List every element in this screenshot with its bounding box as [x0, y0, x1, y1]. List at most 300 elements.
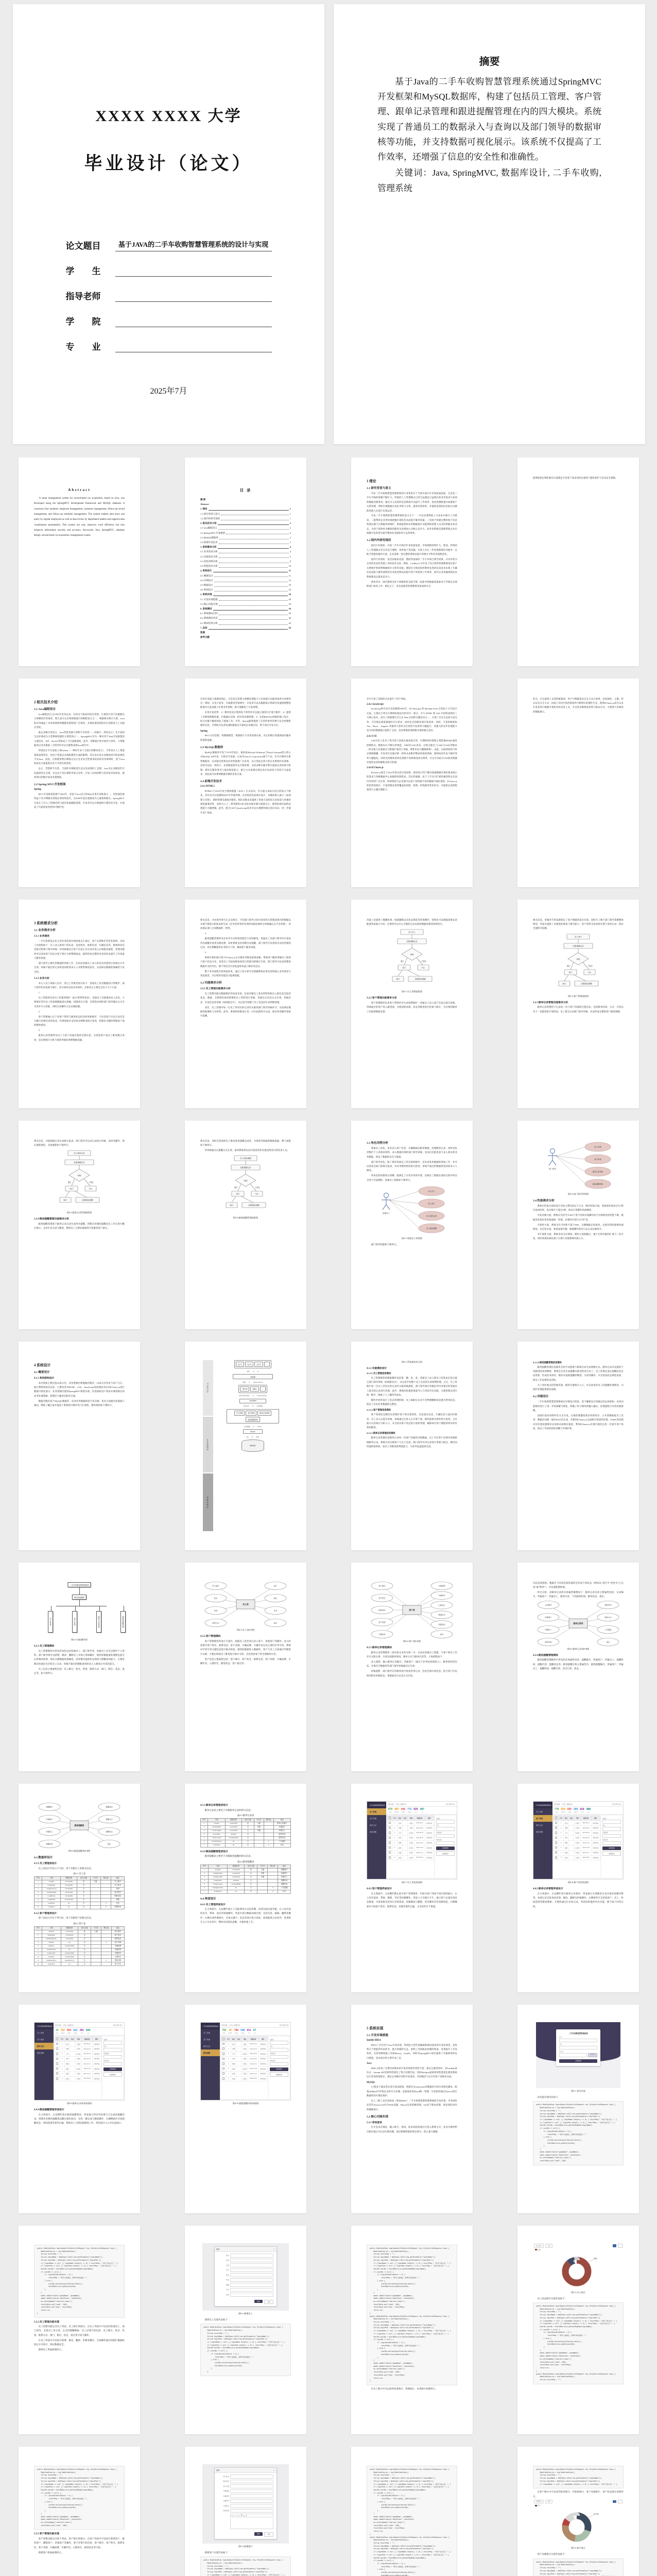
- table-header-row: [34, 1926, 125, 1930]
- paragraph: 模块中同样设计了状态管理机制，员工离职后记录不会物理删除而是置为停用状态，保证了历史业务数据的完整性。: [367, 1398, 457, 1406]
- admin-table-header: 序号: [392, 1816, 397, 1821]
- page-thumbnail-42[interactable]: [517, 2447, 639, 2576]
- page-thumbnail-10[interactable]: [517, 679, 639, 887]
- figure-caption: 图4-1 系统架构设计图: [401, 1361, 423, 1363]
- admin-table-row: [388, 1836, 434, 1841]
- page-thumbnail-39[interactable]: [19, 2447, 140, 2576]
- code-line: model.addAttribute("kehuState", kehuState);: [370, 2365, 415, 2367]
- code-line: } else {: [370, 2347, 385, 2350]
- table-cell: varchar(50): [226, 1829, 242, 1833]
- admin-table-cell: [388, 1831, 392, 1836]
- code-line: UserDb userDb = UserDbService.getUserByName(loginName);: [370, 2268, 426, 2270]
- checkbox-icon: [555, 1841, 558, 1844]
- callout-label: 转介绍: [594, 2513, 599, 2516]
- subsection-heading: 4.1.2 功能模块设计: [367, 1367, 387, 1370]
- table-cell: [101, 1948, 111, 1952]
- admin-stats-row: [552, 1807, 623, 1815]
- page-thumbnail-41[interactable]: [351, 2447, 473, 2576]
- table-cell: [101, 1955, 111, 1959]
- stat-card: [407, 1808, 411, 1813]
- toc-entry: [200, 526, 291, 530]
- code-line: }: [370, 2510, 378, 2512]
- dialog-field-label: 预估价格: [223, 2510, 229, 2512]
- module-box: 跟进提醒管理: [246, 1417, 260, 1422]
- table-cell: int: [61, 1905, 77, 1909]
- toc-page: 8: [289, 560, 291, 563]
- module-box: 员工管理: [234, 1411, 245, 1416]
- page-thumbnail-25[interactable]: [351, 1563, 473, 1771]
- table-cell: 7: [201, 1890, 209, 1893]
- table-cell: TixingState: [208, 1890, 227, 1893]
- page-content: [185, 1784, 306, 1936]
- section-heading: 2.4 前端开发技术: [200, 780, 222, 784]
- toc-leader: [209, 629, 288, 630]
- toc-page: 3: [289, 540, 291, 544]
- admin-table-cell: [388, 1836, 392, 1841]
- captcha-input: [559, 2053, 587, 2057]
- code-line: model.addAttribute("gongName", gongName);: [370, 2362, 413, 2365]
- checkbox-icon: [555, 1856, 558, 1859]
- code-line: String loginName = WebTypes.toStr(req.getParameter("loginName"));: [536, 2112, 602, 2115]
- admin-table-cell: 已通过: [408, 1840, 414, 1845]
- table-row: [34, 1887, 125, 1891]
- sidebar-item-2: 跟单记录: [203, 2045, 211, 2047]
- code-block: [533, 2558, 624, 2576]
- paragraph: 应用开发能力逐渐成熟后，尤其是在需要大规模处理能力与页面展示功能的场景中表现突出。例如，在电子商务、在线教育等领域中，开发者可以从模板或示例项目快速搭建整套框架并在此基础上扩展业务逻辑，极大地缩短了开发周期。: [200, 697, 291, 709]
- table-header-cell: 备注: [278, 1865, 291, 1868]
- toc-page: 23: [288, 588, 291, 591]
- page-thumbnail-16[interactable]: [185, 1121, 306, 1329]
- admin-table-cell: [221, 2066, 226, 2072]
- table-header-cell: 备注: [273, 1818, 290, 1822]
- page-content: [185, 457, 306, 650]
- usecase-label: 录入客户: [428, 1202, 435, 1205]
- cover-form: [66, 236, 272, 352]
- checkbox-icon: [56, 2058, 59, 2060]
- stat-card: [73, 2029, 77, 2034]
- filter-input: [270, 2055, 288, 2059]
- page-thumbnail-19[interactable]: [19, 1342, 140, 1550]
- toc-label: 2. 相关技术介绍: [200, 522, 217, 525]
- table-cell: [101, 1930, 111, 1934]
- table-row: [34, 1944, 125, 1948]
- admin-filter-panel: [435, 1816, 456, 1878]
- admin-table-cell: 详情 修改: [591, 1845, 600, 1851]
- architecture-layer: UI表示层: [203, 1360, 213, 1416]
- page-thumbnail-30[interactable]: [517, 1784, 639, 1992]
- stat-card: [86, 2029, 90, 2034]
- paragraph: 客户管理模块负责客户资料的全生命周期维护：普通员工录入客户信息后提交审核，审核通过的客户进入跟进池，并能按照来源、状态等维度进行检索与统计，为后续的跟单工作提供数据支撑。: [367, 1001, 457, 1013]
- code-line: return mv;: [370, 2377, 384, 2379]
- stat-card: [586, 1808, 591, 1813]
- updown-arrow-icon: ⇅: [252, 1395, 254, 1397]
- flow-node-label: 设置跟进提醒: [414, 978, 426, 980]
- table-cell: [254, 1836, 264, 1840]
- section-heading: 2 相关技术介绍: [34, 701, 58, 704]
- admin-table-cell: 2023-05-18: [414, 1825, 425, 1831]
- page-thumbnail-11[interactable]: [19, 900, 140, 1108]
- table-cell: 是: [245, 1868, 257, 1872]
- checkbox-icon: [56, 2053, 59, 2055]
- admin-table-header: 审核: [408, 1816, 414, 1821]
- table-cell: 2: [201, 1872, 209, 1875]
- cover-page[interactable]: [13, 4, 324, 444]
- page-thumbnail-6[interactable]: [517, 457, 639, 666]
- table-row: [201, 1829, 291, 1833]
- figure-caption: 图3-6 部门领导用例图: [567, 1193, 589, 1195]
- er-attribute-label: 备注: [273, 1622, 278, 1624]
- code-line: ModelAndView mv = new ModelAndView();: [536, 2564, 576, 2566]
- stat-card: [561, 1808, 565, 1813]
- breadcrumb: 您的位置：工作台 / 数据列表: [55, 2024, 74, 2026]
- table-row: [201, 1886, 291, 1890]
- table-cell: [254, 1843, 264, 1847]
- chart-filter-select: 全部: [545, 2244, 552, 2248]
- admin-table-cell: 孙丽: [231, 2076, 236, 2081]
- table-cell: 4: [201, 1833, 208, 1836]
- paragraph: 特别是在平台发展上看Python（一种近年来十分流行的脚本语言），尽管其在人工智能领域表现突出，但由于性能以及线程模型方面的限制，其在高并发企业级场景中的表现仍不及Java。因此，在构建需要长期稳定运行且对安全性要求较高的业务系统时，基于Java的技术方案依然具有不可替代的优势。: [34, 749, 125, 765]
- abstract-page[interactable]: [334, 4, 645, 444]
- code-line: String loginPwd = WebTypes.toStr(req.getParameter("loginPwd"));: [37, 2259, 101, 2261]
- code-line: } else {: [37, 2500, 53, 2503]
- toc-label: 3.3 角色用例分析: [200, 560, 218, 563]
- page-thumbnail-32[interactable]: [185, 2005, 306, 2213]
- code-line: }: [37, 2289, 46, 2291]
- dialog-field-row: [218, 2263, 273, 2267]
- admin-table-row: [55, 2076, 101, 2081]
- page-thumbnail-12[interactable]: [185, 900, 306, 1108]
- toc-entry: [200, 573, 291, 578]
- chart-legend: [535, 2249, 623, 2251]
- admin-table-header: 创建时间: [82, 2037, 92, 2042]
- page-thumbnail-40[interactable]: [185, 2447, 306, 2576]
- toc-page: 10: [288, 565, 291, 568]
- admin-screenshot: [367, 1801, 457, 1879]
- page-thumbnail-21[interactable]: [351, 1342, 473, 1550]
- table-cell: 1: [201, 1868, 209, 1872]
- page-thumbnail-4[interactable]: [185, 457, 306, 666]
- arch-arrows: [244, 1423, 262, 1429]
- table-cell: 0: [101, 1902, 111, 1905]
- checkbox-icon: [389, 1822, 391, 1824]
- paragraph: 相关信息，同时支持按照员工维度查看提醒完成率，为绩效考核提供数据依据，整个流程如下图所示。: [200, 1139, 291, 1146]
- toc-page: 4: [289, 546, 291, 549]
- toc-leader: [209, 510, 289, 511]
- code-line: resultData.put("msg", resultMsg);: [370, 2306, 405, 2309]
- paragraph: 前端页面采用组件化方式开发，后端控制器按照业务域划分，公共逻辑抽取为工具类，数据访问统一通过DAO层完成，并使用ECharts.js完成统计图表的渲染，TiWeb等高频访问位置设置缓存以加快页面响应速度，利用ECharts.js实现可视化以进一步提升用户体验，保证了代码结构的清晰与可维护性。: [533, 1414, 624, 1430]
- flow-node-label: 不通过: [89, 1181, 94, 1184]
- page-thumbnail-5[interactable]: [351, 457, 473, 666]
- dialog-field-label: 备注: [226, 2293, 229, 2296]
- stat-label: 待审核: [60, 2032, 65, 2034]
- table-cell: int: [228, 1890, 245, 1893]
- code-line: }: [536, 2349, 541, 2351]
- admin-filter-panel: [269, 2037, 289, 2099]
- dialog-field-input: [230, 2253, 273, 2258]
- page-thumbnail-13[interactable]: [351, 900, 473, 1108]
- admin-table-cell: -: [403, 1850, 408, 1855]
- paragraph: IDEA广泛应用于Java开发环境，特别是大型代码编辑和调试场景的开发环境里，其优势在于智能的代码补全、强大的插件生态、重构工具和版本控制的集成，显著提升了开发效率；支持各种构建工具如Maven、Gradle，同时为SpringMVC项目提供了开箱即用的运行配置，是本项目的主要开发工具。: [367, 2043, 457, 2059]
- dialog-screenshot: [202, 2243, 289, 2311]
- admin-table-cell: -: [236, 2046, 241, 2052]
- stat-card: [394, 1808, 399, 1813]
- admin-table-cell: 已通过: [408, 1855, 414, 1860]
- toc-leader: [219, 605, 288, 606]
- code-line: }: [37, 2510, 46, 2512]
- admin-sidebar: [367, 1802, 386, 1879]
- admin-table-cell: 4: [392, 1836, 397, 1841]
- admin-table-cell: 详情 修改: [425, 1821, 434, 1826]
- toc-leader: [218, 524, 289, 525]
- login-field-label: 账号: [559, 2037, 562, 2038]
- page-content: [19, 900, 140, 1054]
- admin-table-cell: 2023-06-15: [248, 2057, 258, 2062]
- actor-icon: [549, 1160, 552, 1165]
- toc-leader: [219, 600, 288, 601]
- table-cell: [264, 1829, 273, 1833]
- admin-table-cell: 陈静: [231, 2061, 236, 2066]
- admin-table-cell: 详情 修改: [258, 2066, 267, 2072]
- table-cell: 主键: [91, 1930, 101, 1934]
- paragraph: 跟进提醒管理模块中涉及的实体属性包括：提醒编号、所属客户、所属员工、提醒时间、提醒内容、提醒状态等。跟进提醒实体主要属性为：跟进提醒编号、所属客户、所属员工、提醒时间、提醒内容、是否已读、状态。: [533, 1658, 624, 1670]
- admin-table-cell: -: [569, 1845, 574, 1851]
- table-cell: TixingKehuId: [208, 1872, 227, 1875]
- page-thumbnail-15[interactable]: [19, 1121, 140, 1329]
- admin-table-cell: [221, 2042, 226, 2047]
- page-thumbnail-20[interactable]: [185, 1342, 306, 1550]
- code-line: String resultMsg = "";: [536, 2311, 561, 2313]
- page-thumbnail-26[interactable]: [517, 1563, 639, 1771]
- admin-table-header: [55, 2037, 60, 2042]
- dialog-header: [215, 2247, 276, 2252]
- arch-arrows: [247, 1434, 260, 1439]
- admin-table-cell: [221, 2046, 226, 2052]
- admin-body: [54, 2036, 124, 2100]
- dialog-field-row: [218, 2475, 273, 2479]
- admin-table-cell: 2023-07-09: [581, 1845, 591, 1851]
- page-thumbnail-28[interactable]: [185, 1784, 306, 1992]
- page-thumbnail-7[interactable]: [19, 679, 140, 887]
- flow-node-label: 设置提醒记录: [240, 1166, 251, 1169]
- actor-icon: [383, 1205, 386, 1210]
- sidebar-item-1: 客户管理: [370, 1818, 377, 1820]
- code-line: if (loginPwd == null || loginPwd.length() == 0) { resultMsg = "密码不能为空！"; }: [536, 2121, 615, 2124]
- page-thumbnail-9[interactable]: [351, 679, 473, 887]
- admin-table-cell: -: [236, 2052, 241, 2057]
- admin-table-cell: 详情 修改: [258, 2057, 267, 2062]
- table-cell: 员工姓名: [111, 1884, 125, 1887]
- table-cell: 7: [34, 1902, 42, 1905]
- checkbox-icon: [555, 1822, 558, 1824]
- code-line: UserDb userDb = UserDbService.getUserByName(loginName);: [536, 2326, 593, 2328]
- table-cell: KehuName: [42, 1934, 61, 1937]
- table-header-cell: 数据类型: [226, 1818, 242, 1822]
- admin-table-cell: 5: [60, 2061, 65, 2066]
- page-content: [19, 1342, 140, 1419]
- page-thumbnail-18[interactable]: [517, 1121, 639, 1329]
- code-line: resultMsg = "账号已被锁定，请30分钟后重试！";: [37, 2498, 88, 2500]
- stat-value: 512: [73, 2029, 78, 2032]
- code-line: ModelAndView mv = new ModelAndView();: [536, 2308, 576, 2310]
- data-table: [34, 1926, 125, 1967]
- admin-screenshot: [200, 2022, 291, 2100]
- sidebar-item-1: 客户管理: [203, 2039, 211, 2041]
- admin-table-cell: 待审核: [574, 1845, 581, 1851]
- toc-page: 28: [288, 593, 291, 596]
- subsection-heading: 4.3.2 客户管理表设计: [34, 1912, 57, 1915]
- flow-node-label: 审核: [576, 958, 580, 960]
- page-thumbnail-3[interactable]: [19, 457, 140, 666]
- arrow-label: HTML/JS/CSS: [253, 1381, 263, 1383]
- page-thumbnail-38[interactable]: [517, 2226, 639, 2434]
- admin-table-cell: -: [236, 2071, 241, 2076]
- subsection-heading: 4.3.3 跟单记录管理表设计: [200, 1804, 228, 1807]
- donut-figure: [534, 2252, 623, 2290]
- stat-label: 未通过: [73, 2032, 78, 2034]
- page-thumbnail-22[interactable]: [517, 1342, 639, 1550]
- flow-node-label: 不通过: [587, 964, 593, 967]
- sidebar-item-0: 员工管理: [203, 2032, 211, 2034]
- table-cell: 密码: [111, 1887, 125, 1891]
- architecture-stack: [217, 1360, 288, 1452]
- sidebar-item-3: 跟进提醒: [201, 2049, 220, 2056]
- table-cell: GongEmail: [42, 1898, 61, 1902]
- page-thumbnail-24[interactable]: [185, 1563, 306, 1771]
- stat-label: 总数: [389, 1811, 392, 1813]
- usecase-figure: [367, 1184, 457, 1235]
- code-line: String resultMsg = "";: [536, 2378, 561, 2381]
- paragraph: 客户表设计共有下列字段，用于存储客户的相关信息。: [38, 1917, 94, 1920]
- code-line: if (loginDisabledCount > 3) {: [203, 2352, 239, 2355]
- page-thumbnail-31[interactable]: [19, 2005, 140, 2213]
- user-box: 用户2: [245, 1362, 253, 1367]
- table-cell: 0: [268, 1886, 278, 1890]
- er-attribute-label: 性别: [214, 1609, 218, 1612]
- checkbox-icon: [222, 2058, 225, 2060]
- subsection-heading: 3.1.1 业务描述: [34, 935, 49, 938]
- donut-figure: [534, 2508, 623, 2545]
- cover-field-row: [66, 312, 272, 327]
- code-line: public ModelAndView loginSubmit(HttpServletRequest req, HttpServletResponse resp) {: [536, 2104, 616, 2106]
- server-box: Tomcat: [240, 1386, 249, 1391]
- page-thumbnail-36[interactable]: [185, 2226, 306, 2434]
- admin-table-header: 审核: [75, 2037, 82, 2042]
- page-thumbnail-35[interactable]: [19, 2226, 140, 2434]
- table-cell: 0: [268, 1890, 278, 1893]
- chart-search-button: [613, 2500, 616, 2503]
- filter-label: 开始时间: [436, 1832, 442, 1834]
- paragraph: 员工管理模块中涉及的角色包括普通员工、部门领导等。普通员工仅可以维护个人资料，部门领导则可以新增、修改、删除员工并执行审核操作，模块的数据流转遵循先提交后审核的原则，保证关键数据的准确性。同时模块提供状态筛选与模糊查询能力，方便管理员快速定位目标员工记录，审核不通过的数据退回原录入人修改后可再次提交。: [34, 1649, 125, 1665]
- dialog-field-input: [230, 2288, 273, 2292]
- paragraph: 在主界面中，左边侧栏展示了功能菜单并支持折叠，顶部为面包屑导航，右上角有返回首页、帮助、退出等快捷操作。列表中部为数据表格区域，支持多选、编辑、删除等操作，右侧为条件搜索区，可按关键字、状态等进行组合查询，底部提供分页控件，各类统计入口分布其中，整体布局简洁清晰，方便快速上手。: [200, 1908, 291, 1924]
- code-line: if (userDb != null) {: [370, 2270, 394, 2273]
- code-line: if (loginName == null || loginName.length() == 0) { resultMsg = "账号不能为空！"; }: [370, 2262, 451, 2264]
- table-cell: 否: [77, 1891, 91, 1894]
- table-cell: 创建时间: [111, 1905, 125, 1909]
- table-cell: 状态: [278, 1890, 291, 1893]
- code-line: resultData.put("code", 200);: [536, 2361, 567, 2363]
- figure-caption: 图4-8 客户列表界面图: [567, 1881, 589, 1884]
- admin-table-cell: 陈静: [65, 2061, 70, 2066]
- er-attribute-label: 客户姓名: [378, 1597, 386, 1599]
- usecase-connector: [390, 1200, 419, 1216]
- toc-entry: [200, 540, 291, 545]
- table-header-cell: 数据类型: [61, 1926, 78, 1930]
- er-attribute-label: 员工编号: [212, 1585, 219, 1587]
- admin-table-cell: 已通过: [408, 1825, 414, 1831]
- mysql-cylinder: MySQL: [241, 1439, 264, 1452]
- page-thumbnail-37[interactable]: [351, 2226, 473, 2434]
- table-cell: [90, 1884, 100, 1887]
- admin-table-cell: 陈静: [564, 1840, 569, 1845]
- page-thumbnail-14[interactable]: [517, 900, 639, 1108]
- page-thumbnail-17[interactable]: [351, 1121, 473, 1329]
- breadcrumb: 您的位置：工作台 / 数据列表: [221, 2024, 240, 2026]
- admin-filter-panel: [601, 1816, 622, 1878]
- table-cell: 客户状态: [111, 1962, 124, 1966]
- code-line: if (loginPwd == null || loginPwd.length() == 0) { resultMsg = "密码不能为空！"; }: [536, 2323, 615, 2325]
- table-cell: 否: [245, 1883, 257, 1886]
- page-thumbnail-34[interactable]: [517, 2005, 639, 2213]
- subsection-heading: 4.2.2 客户管理模块: [200, 1635, 221, 1638]
- admin-table-header: 姓名: [65, 2037, 70, 2042]
- filter-label: 关键字: [602, 1818, 607, 1820]
- admin-table-cell: -: [569, 1836, 574, 1841]
- admin-table-header-row: [55, 2037, 101, 2042]
- er-attribute-label: 下次跟进: [604, 1628, 612, 1631]
- table-cell: TrackTime: [208, 1833, 226, 1836]
- page-thumbnail-27[interactable]: [19, 1784, 140, 1992]
- code-line: String loginPwd = WebTypes.toStr(req.getParameter("loginPwd"));: [370, 2480, 434, 2482]
- page-thumbnail-33[interactable]: [351, 2005, 473, 2213]
- paragraph: 相关信息，审核环节的设置保证了客户数据的真实有效。同时为了便于部门领导掌握整体情况，列表页提供了多维度的筛选与排序能力，客户资料支持查看详情与变更记录，保证全流程可追溯。: [533, 918, 624, 930]
- table-cell: 6: [34, 1948, 42, 1952]
- admin-stats-row: [220, 2028, 290, 2036]
- flow-connector: [398, 970, 402, 976]
- admin-table-area: [554, 1816, 600, 1878]
- code-line: ModelAndView mv = new ModelAndView();: [370, 2471, 409, 2473]
- admin-table-cell: 7: [226, 2071, 231, 2076]
- dialog-field-input: [230, 2509, 273, 2513]
- abstract-title: 摘要: [479, 56, 500, 67]
- page-content: [517, 1563, 639, 1682]
- admin-table-cell: 刘洋: [231, 2057, 236, 2062]
- page-thumbnail-8[interactable]: [185, 679, 306, 887]
- checkbox-icon: [222, 2062, 225, 2065]
- page-thumbnail-23[interactable]: [19, 1563, 140, 1771]
- dialog-field-label: 联系电话: [223, 2480, 229, 2483]
- server-box: …: [260, 1386, 266, 1391]
- subsection-heading: Spring: [200, 730, 208, 733]
- chart-filter-select: 全部: [545, 2500, 552, 2504]
- browser-box: 浏览器: [233, 1374, 273, 1379]
- table-cell: 跟单记录编号: [273, 1822, 290, 1825]
- subsection-heading: 3.2.1 员工管理功能需求分析: [200, 988, 231, 991]
- code-line: String loginName = WebTypes.toStr(req.getParameter("loginName"));: [370, 2324, 436, 2326]
- filter-input: [270, 2048, 288, 2052]
- page-thumbnail-29[interactable]: [351, 1784, 473, 1992]
- admin-table-cell: -: [236, 2066, 241, 2072]
- stat-value: 488: [586, 1808, 591, 1811]
- figure-caption: 图5-1 登录页面: [571, 2090, 585, 2092]
- stat-label: 今日: [587, 1811, 590, 1813]
- code-line: public ModelAndView loginSubmit(HttpServletRequest req, HttpServletResponse resp) {: [37, 2247, 117, 2249]
- admin-table-cell: 详情 修改: [591, 1831, 600, 1836]
- toc-entry: [200, 531, 291, 535]
- table-cell: 4: [34, 1891, 42, 1894]
- page-content: [351, 679, 473, 803]
- table-cell: 否: [241, 1829, 254, 1833]
